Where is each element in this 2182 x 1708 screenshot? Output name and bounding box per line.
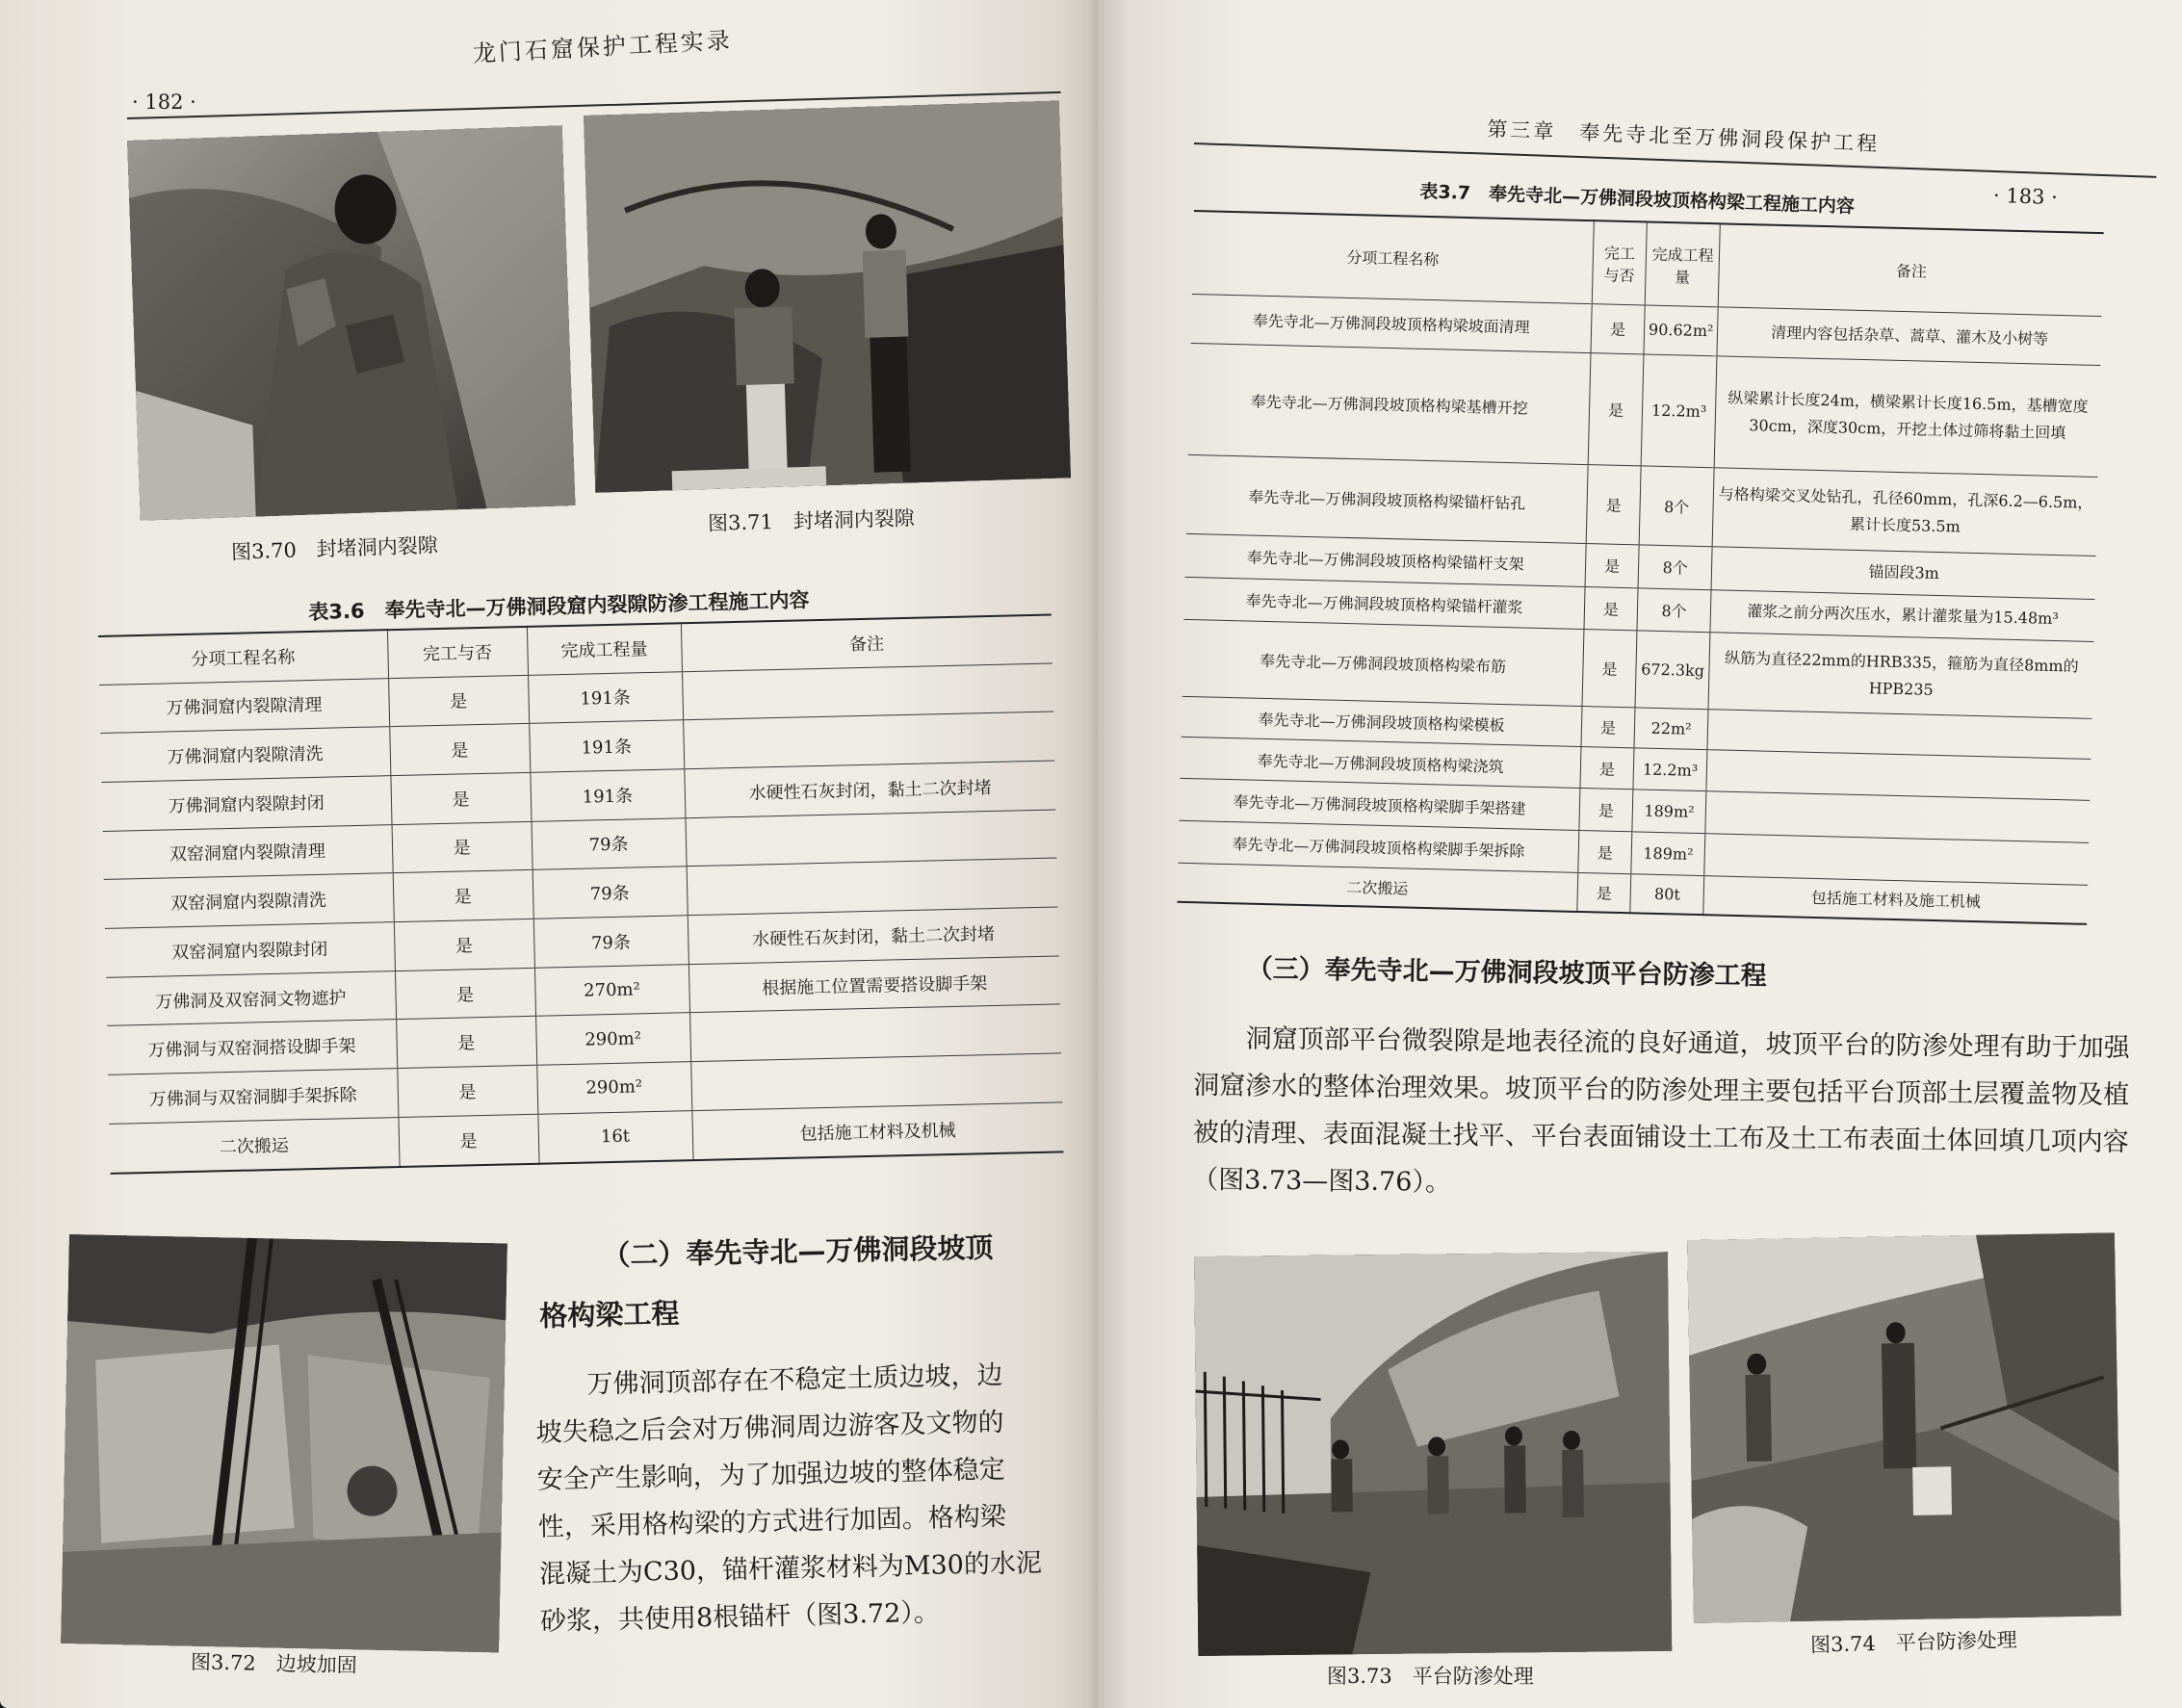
page-number: · 182 · bbox=[132, 91, 196, 114]
table-cell bbox=[690, 1053, 1062, 1110]
page-number: · 183 · bbox=[1992, 183, 2059, 210]
text-line: 混凝土为C30，锚杆灌浆材料为M30的水泥 bbox=[538, 1548, 1043, 1590]
body-paragraph bbox=[1192, 1015, 2157, 1213]
text-line: 安全产生影响，为了加强边坡的整体稳定 bbox=[536, 1454, 1006, 1495]
table-cell: 是 bbox=[389, 724, 530, 776]
table-header: 分项工程名称 bbox=[98, 630, 388, 685]
running-header: 龙门石窟保护工程实录 bbox=[472, 26, 734, 67]
table-cell bbox=[682, 663, 1053, 720]
table-cell: 是 bbox=[1579, 788, 1633, 832]
table-cell: 水硬性石灰封闭，黏土二次封堵 bbox=[688, 907, 1059, 964]
table-cell: 是 bbox=[1585, 544, 1639, 588]
table-cell: 8个 bbox=[1638, 545, 1712, 589]
text-line: 洞窟顶部平台微裂隙是地表径流的良好通道，坡顶平台的防渗处理有助于加强 bbox=[1245, 1023, 2130, 1064]
table-cell: 包括施工材料及机械 bbox=[691, 1102, 1063, 1160]
table-cell: 奉先寺北—万佛洞段坡顶格构梁模板 bbox=[1182, 697, 1583, 747]
running-header: 第三章 奉先寺北至万佛洞段保护工程 bbox=[1486, 116, 1881, 156]
table-cell: 是 bbox=[1588, 352, 1644, 465]
table-cell: 是 bbox=[1586, 464, 1641, 545]
table-header: 备注 bbox=[681, 615, 1052, 672]
table-cell: 纵筋为直径22mm的HRB335，箍筋为直径8mm的HPB235 bbox=[1708, 633, 2093, 719]
figure-3-74-photo bbox=[1687, 1232, 2121, 1623]
table-3-7 bbox=[1177, 210, 2103, 925]
table-cell: 是 bbox=[1578, 830, 1632, 874]
text-line: 万佛洞顶部存在不稳定土质边坡，边 bbox=[586, 1359, 1003, 1400]
table-cell: 是 bbox=[390, 772, 531, 824]
table-cell: 是 bbox=[394, 919, 534, 970]
table-cell: 22m² bbox=[1634, 708, 1708, 750]
table-cell bbox=[689, 1004, 1061, 1061]
table-header: 备注 bbox=[1719, 223, 2104, 316]
table-header: 完工与否 bbox=[1592, 220, 1647, 305]
table-title: 表3.7 奉先寺北—万佛洞段坡顶格构梁工程施工内容 bbox=[1419, 180, 1856, 218]
table-cell: 奉先寺北—万佛洞段坡顶格构梁锚杆钻孔 bbox=[1186, 454, 1589, 543]
table-cell: 奉先寺北—万佛洞段坡顶格构梁基槽开挖 bbox=[1188, 343, 1591, 464]
table-cell: 8个 bbox=[1637, 587, 1711, 632]
table-cell: 锚固段3m bbox=[1711, 547, 2095, 599]
table-3-6 bbox=[98, 614, 1063, 1175]
table-cell bbox=[683, 712, 1054, 768]
table-cell bbox=[685, 810, 1056, 867]
table-cell: 二次搬运 bbox=[110, 1117, 400, 1173]
table-cell: 是 bbox=[397, 1065, 537, 1117]
table-row bbox=[1188, 343, 2101, 477]
table-cell: 是 bbox=[1577, 873, 1631, 914]
table-header: 完成工程量 bbox=[1645, 221, 1720, 306]
table-cell: 根据施工位置需要搭设脚手架 bbox=[688, 956, 1060, 1013]
right-page bbox=[1098, 0, 2182, 1708]
table-cell: 包括施工材料及施工机械 bbox=[1703, 876, 2088, 924]
figure-caption: 图3.74 平台防渗处理 bbox=[1809, 1628, 2018, 1657]
table-cell: 水硬性石灰封闭，黏土二次封堵 bbox=[684, 761, 1055, 817]
table-cell: 是 bbox=[1581, 707, 1635, 749]
table-cell: 双窑洞窟内裂隙清洗 bbox=[104, 873, 394, 928]
table-cell: 是 bbox=[388, 675, 529, 727]
table-cell: 奉先寺北—万佛洞段坡顶格构梁坡面清理 bbox=[1191, 295, 1593, 353]
table-cell: 双窑洞窟内裂隙清理 bbox=[103, 824, 393, 879]
table-cell: 万佛洞窟内裂隙清洗 bbox=[100, 727, 390, 782]
table-cell: 灌浆之前分两次压水，累计灌浆量为15.48m³ bbox=[1710, 589, 2094, 641]
table-cell: 79条 bbox=[533, 867, 688, 919]
table-cell: 189m² bbox=[1631, 832, 1705, 876]
table-cell: 万佛洞及双窑洞文物遮护 bbox=[106, 970, 396, 1025]
figure-caption: 图3.71 封堵洞内裂隙 bbox=[707, 506, 916, 535]
table-cell: 是 bbox=[398, 1114, 538, 1167]
table-cell bbox=[687, 858, 1058, 915]
table-cell: 191条 bbox=[528, 671, 683, 723]
table-cell: 清理内容包括杂草、蒿草、灌木及小树等 bbox=[1717, 307, 2101, 365]
text-line: 砂浆，共使用8根锚杆（图3.72）。 bbox=[539, 1597, 941, 1637]
table-cell: 万佛洞与双窑洞搭设脚手架 bbox=[107, 1020, 397, 1074]
table-cell: 是 bbox=[1584, 586, 1638, 631]
table-cell: 奉先寺北—万佛洞段坡顶格构梁锚杆支架 bbox=[1185, 534, 1587, 586]
text-line: （图3.73—图3.76）。 bbox=[1192, 1164, 1452, 1198]
figure-caption: 图3.70 封堵洞内裂隙 bbox=[230, 533, 439, 564]
table-cell: 290m² bbox=[536, 1062, 691, 1114]
figure-3-73-photo bbox=[1194, 1252, 1672, 1656]
section-heading: （二）奉先寺北—万佛洞段坡顶 bbox=[602, 1230, 994, 1272]
table-cell: 270m² bbox=[534, 964, 689, 1016]
section-heading: （三）奉先寺北—万佛洞段坡顶平台防渗工程 bbox=[1246, 953, 1767, 992]
table-cell: 与格构梁交叉处钻孔，孔径60mm，孔深6.2—6.5m，累计长度53.5m bbox=[1712, 468, 2097, 556]
table-cell: 奉先寺北—万佛洞段坡顶格构梁脚手架拆除 bbox=[1178, 820, 1579, 872]
table-cell: 79条 bbox=[531, 817, 686, 869]
table-cell: 万佛洞窟内裂隙封闭 bbox=[101, 776, 391, 831]
table-cell: 万佛洞窟内裂隙清理 bbox=[99, 678, 389, 733]
figure-3-72-photo bbox=[61, 1234, 507, 1652]
table-cell: 8个 bbox=[1639, 466, 1714, 547]
table-cell: 是 bbox=[1582, 629, 1637, 708]
figure-caption: 图3.73 平台防渗处理 bbox=[1327, 1665, 1534, 1688]
text-line: 坡失稳之后会对万佛洞周边游客及文物的 bbox=[535, 1407, 1004, 1448]
table-cell: 奉先寺北—万佛洞段坡顶格构梁脚手架搭建 bbox=[1179, 778, 1580, 830]
table-cell: 12.2m³ bbox=[1641, 354, 1717, 468]
table-cell: 189m² bbox=[1632, 789, 1706, 833]
figure-3-70-photo bbox=[127, 125, 576, 521]
table-cell: 是 bbox=[1591, 304, 1645, 354]
table-cell: 191条 bbox=[529, 720, 684, 772]
table-cell: 奉先寺北—万佛洞段坡顶格构梁锚杆灌浆 bbox=[1184, 577, 1586, 629]
table-cell: 双窑洞窟内裂隙封闭 bbox=[105, 922, 395, 977]
text-line: 被的清理、表面混凝土找平、平台表面铺设土工布及土工布表面土体回填几项内容 bbox=[1192, 1117, 2129, 1158]
table-header: 完工与否 bbox=[387, 627, 528, 678]
table-cell: 90.62m² bbox=[1644, 305, 1719, 356]
table-cell: 奉先寺北—万佛洞段坡顶格构梁布筋 bbox=[1182, 619, 1584, 706]
table-cell: 是 bbox=[392, 821, 533, 873]
table-title: 表3.6 奉先寺北—万佛洞段窟内裂隙防渗工程施工内容 bbox=[308, 588, 810, 624]
table-cell: 16t bbox=[537, 1110, 692, 1163]
table-cell: 二次搬运 bbox=[1177, 864, 1577, 912]
table-cell: 290m² bbox=[535, 1013, 690, 1065]
figure-3-71-photo bbox=[584, 100, 1071, 492]
table-cell: 672.3kg bbox=[1635, 631, 1710, 710]
table-cell: 12.2m³ bbox=[1633, 748, 1707, 790]
section-heading: 格构梁工程 bbox=[539, 1296, 680, 1333]
table-cell: 是 bbox=[393, 870, 533, 922]
table-cell: 万佛洞与双窑洞脚手架拆除 bbox=[108, 1069, 398, 1124]
body-paragraph bbox=[534, 1351, 1061, 1645]
text-line: 性，采用格构梁的方式进行加固。格构梁 bbox=[537, 1501, 1007, 1542]
table-cell: 80t bbox=[1630, 874, 1704, 915]
table-header: 分项工程名称 bbox=[1192, 211, 1595, 304]
table-header: 完成工程量 bbox=[527, 623, 682, 675]
table-cell: 奉先寺北—万佛洞段坡顶格构梁浇筑 bbox=[1181, 738, 1582, 788]
table-cell: 是 bbox=[396, 1017, 536, 1069]
text-line: 洞窟渗水的整体治理效果。坡顶平台的防渗处理主要包括平台顶部土层覆盖物及植 bbox=[1193, 1070, 2130, 1111]
figure-caption: 图3.72 边坡加固 bbox=[190, 1650, 357, 1677]
table-cell: 是 bbox=[395, 968, 535, 1020]
table-cell: 191条 bbox=[530, 769, 685, 821]
table-cell: 纵梁累计长度24m，横梁累计长度16.5m，基槽宽度30cm，深度30cm，开挖土体过筛将黏土回填 bbox=[1714, 356, 2100, 478]
table-cell: 79条 bbox=[533, 916, 688, 968]
table-cell: 是 bbox=[1580, 747, 1634, 789]
